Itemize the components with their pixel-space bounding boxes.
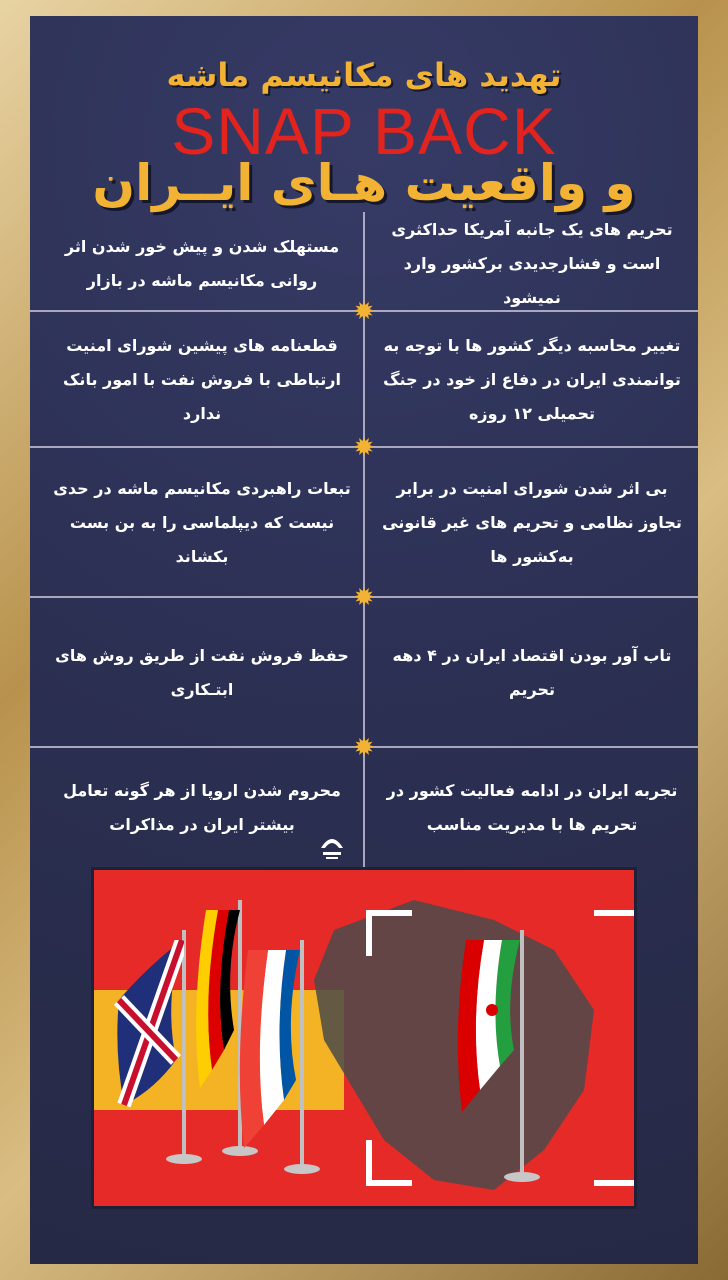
frame-corner [366,910,412,956]
title-bottom: و واقعیت هـای ایــران [92,154,636,212]
row-3-right-text: بی اثر شدن شورای امنیت در برابر تجاوز نظامی و تحریم های غیر قانونی به‌کشور ها [382,479,682,566]
flags-illustration [94,870,634,1206]
comparison-grid [30,212,698,872]
row-1-right-text: تحریم های یک جانبه آمریکا حداکثری است و فشارجدیدی برکشور وارد نمیشود [391,220,673,307]
gold-star-icon: ✹ [353,433,375,463]
infographic-panel [30,16,698,1264]
title-snapback: SNAP BACK [171,94,557,168]
row-5-right-text: تجربه ایران در ادامه فعالیت کشور در تحریم ها با مدیریت مناسب [386,781,678,834]
row-2-left-text: قطعنامه های پیشین شورای امنیت ارتباطی با فروش نفت با امور بانک ندارد [63,336,341,423]
gold-star-icon: ✹ [353,583,375,613]
uk-flag [114,940,184,1110]
publisher-logo-icon [317,828,347,862]
row-1-left-text: مستهلک شدن و پیش خور شدن اثر روانی مکانیسم ماشه در بازار [64,237,340,290]
row-2-right-text: تغییر محاسبه دیگر کشور ها با توجه به توانمندی ایران در دفاع از خود در جنگ تحمیلی ۱۲ روزه [383,336,681,423]
france-flag [224,950,304,1150]
frame-corner [366,1140,412,1186]
frame-corner [594,1140,634,1186]
row-3-left-text: تبعات راهبردی مکانیسم ماشه در حدی نیست که دیپلماسی را به بن بست بکشاند [53,479,351,566]
row-5-left-text: محروم شدن اروپا از هر گونه تعامل بیشتر ایران در مذاکرات [63,781,341,834]
row-4-left-text: حفظ فروش نفت از طریق روش های ابتـکاری [55,646,349,699]
title-top: تهدید های مکانیسم ماشه [166,56,562,94]
row-4-right-text: تاب آور بودن اقتصاد ایران در ۴ دهه تحریم [392,646,672,699]
frame-corner [594,910,634,956]
gold-star-icon: ✹ [353,733,375,763]
iran-flag [444,940,524,1130]
gold-star-icon: ✹ [353,297,375,327]
